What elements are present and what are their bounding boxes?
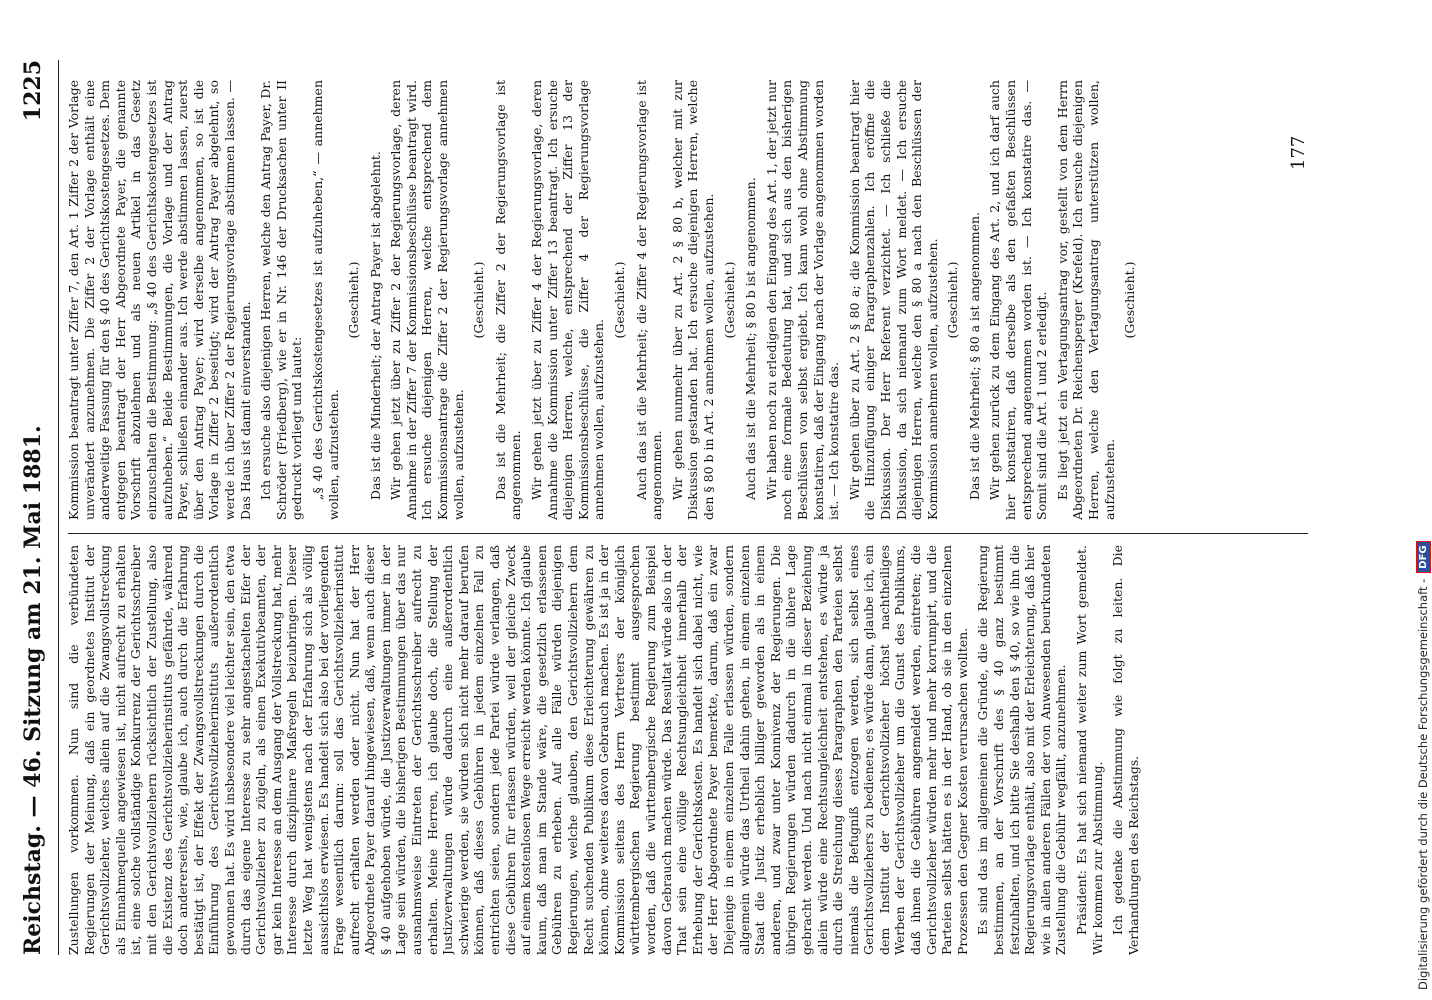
paragraph: „§ 40 des Gerichtskostengesetzes ist aufzuheben,“ — annehmen wollen, aufzustehen. (309, 80, 341, 520)
paragraph: Es liegt jetzt ein Vertagungsantrag vor, gestellt von dem Herrn Abgeordneten Dr. Reichensperger (Krefeld). Ich ersuche diejenigen Herren, welche den Vertagungsantrag unterstützen wollen, aufzustehen. (1054, 80, 1117, 520)
column-divider (68, 533, 1308, 534)
right-column (66, 80, 1286, 520)
paragraph: Wir gehen jetzt über zu Ziffer 2 der Regierungsvorlage, deren Annahme in der Ziffer 7 der Kommissionsbeschlüsse beantragt wird. Ich ersuche diejenigen Herren, welche entsprechend dem Kommissionsantrage die Ziffer 2 der Regierungsvorlage annehmen wollen, aufzustehen. (388, 80, 466, 520)
paragraph: Wir gehen nunmehr über zu Art. 2 § 80 b, welcher mit zur Diskussion gestanden hat. Ich ersuche diejenigen Herren, welche den § 80 b in Art. 2 annehmen wollen, aufzustehen. (669, 80, 716, 520)
signature-number: 177 (1288, 135, 1309, 170)
page-folio: 1225 (20, 60, 46, 122)
paragraph: Das ist die Mehrheit; § 80 a ist angenommen. (966, 211, 982, 500)
stage-direction: (Geschieht.) (945, 261, 961, 339)
paragraph: Ich gedenke die Abstimmung wie folgt zu leiten. Die Verhandlungen des Reichstags. (1110, 545, 1141, 955)
page-header (14, 60, 50, 955)
paragraph: Präsident: Es hat sich niemand weiter zum Wort gemeldet. Wir kommen zur Abstimmung. (1074, 545, 1105, 955)
paragraph: Wir haben noch zu erledigen den Eingang des Art. 1, der jetzt nur noch eine formale Bedeutung hat, und sich aus den bisherigen Beschlüssen von selbst ergiebt. Ich kann wohl ohne Abstimmung konstatiren, daß der Eingang nach der Vorlage angenommen worden ist. — Ich konstatire das. (763, 80, 842, 520)
paragraph: Auch das ist die Mehrheit; § 80 b ist angenommen. (743, 177, 759, 500)
paragraph: Wir gehen jetzt über zu Ziffer 4 der Regierungsvorlage, deren Annahme die Kommission unter Ziffer 13 beantragt. Ich ersuche diejenigen Herren, welche, entsprechend der Ziffer 13 der Kommissionsbeschlüsse, die Ziffer 4 der Regierungsvorlage annehmen wollen, aufzustehen. (529, 80, 607, 520)
stage-direction: (Geschieht.) (721, 261, 737, 339)
paragraph: Zustellungen vorkommen. Nun sind die verbündeten Regierungen der Meinung, daß ein geordnetes Institut der Gerichtsvollzieher, welches allein auf die Zwangsvollstreckung als Einnahmequelle angewiesen ist, nicht aufrecht zu erhalten ist, eine solche vollständige Konkurrenz der Gerichtsschreiber mit den Gerichtsvollziehern rücksichtlich der Zustellung, also die Existenz des Gerichtsvollzieherinstituts gefährde, während doch andererseits, wie, glaube ich, auch durch die Erfahrung bestätigt ist, der Effekt der Zwangsvollstreckungen durch die Einführung des Gerichtsvollzieherinstituts außerordentlich gewonnen hat. Es wird insbesondere viel leichter sein, den etwa durch das eigene Interesse zu sehr angestachelten Eifer der Gerichtsvollzieher zu zügeln, als einen Exekutivbeamten, der gar kein Interesse an dem Ausgang der Vollstreckung hat, mehr Interesse durch disziplinare Maßregeln beizubringen. Dieser letzte Weg hat wenigstens nach der Erfahrung sich als völlig aussichtslos erwiesen. Es handelt sich also bei der vorliegenden Frage wesentlich darum: soll das Gerichtsvollzieherinstitut aufrecht erhalten werden oder nicht. Nun hat der Herr Abgeordnete Payer darauf hingewiesen, daß, wenn auch dieser § 40 aufgehoben würde, die Justizverwaltungen immer in der Lage sein würden, die bisherigen Bestimmungen über das nur ausnahmsweise Eintreten der Gerichtsschreiber aufrecht zu erhalten. Meine Herren, ich glaube doch, die Stellung der Justizverwaltungen würde dadurch eine außerordentlich schwierige werden, sie würden sich nicht mehr darauf berufen können, daß dieses Gebühren in jedem einzelnen Fall zu entrichten seien, sondern jede Partei würde verlangen, daß diese Gebühren für erlassen würden, weil der gleiche Zweck auf einem kostenlosen Wege erreicht werden könnte. Ich glaube kaum, daß man im Stande wäre, die gesetzlich erlassenen Gebühren zu erheben. Auf alle Fälle würden diejenigen Regierungen, welche glauben, den Gerichtsvollziehern dem Recht suchenden Publikum diese Erleichterung gewähren zu können, ohne weiteres davon Gebrauch machen. Es ist ja in der Kommission seitens des Herrn Vertreters der königlich württembergischen Regierung bestimmt ausgesprochen worden, daß die württembergische Regierung zum Beispiel davon Gebrauch machen würde. Das Resultat würde also in der That sein eine völlige Rechtsungleichheit innerhalb der Erhebung der Gerichtskosten. Es handelt sich dabei nicht, wie der Herr Abgeordnete Payer bemerkte, darum, daß ein zwar Diejenige in einem einzelnen Falle erlassen würden, sondern allgemein würde das Urtheil dahin gehen, in einem einzelnen Staat die Justiz erheblich billiger geworden als in einem anderen, und zwar unter Konnivenz der Regierungen. Die übrigen Regierungen würden dadurch in die üblere Lage gebracht werden. Und nach nicht einmal in dieser Beziehung allein würde eine Rechtsungleichheit entstehen, es würde ja durch die Streichung dieses Paragraphen den Parteien selbst niemals die Befugniß entzogen werden, sich selbst eines Gerichtsvollziehers zu bedienen; es würde dann, glaube ich, ein dem Institut der Gerichtsvollzieher höchst nachtheiliges Werben der Gerichtsvollzieher um die Gunst des Publikums, daß ihnen die Gebühren angemeldet werden, eintreten; die Gerichtsvollzieher würden mehr und mehr korrumpirt, und die Parteien selbst hätten es in der Hand, ob sie in den einzelnen Prozessen den Gegner Kosten verursachen wollten. (66, 545, 970, 955)
paragraph: Es sind das im allgemeinen die Gründe, die die Regierung bestimmen, an der Vorschrift des § 40 ganz bestimmt festzuhalten, und ich bitte Sie deshalb den § 40, so wie ihn die Regierungsvorlage enthält, also mit der Erleichterung, daß hier wie in allen anderen Fällen der von Anwesenden beurkundeten Zustellung die Gebühr wegfällt, anzunehmen. (975, 545, 1069, 955)
running-head: Reichstag. — 46. Sitzung am 21. Mai 1881. (20, 425, 46, 955)
paragraph: Wir gehen zurück zu dem Eingang des Art. 2, und ich darf auch hier konstatiren, daß derselbe als den gefaßten Beschlüssen entsprechend angenommen worden ist. — Ich konstatire das. — Somit sind die Art. 1 und 2 erledigt. (987, 80, 1050, 520)
digitization-credit (1415, 0, 1431, 990)
paragraph: Das ist die Minderheit; der Antrag Payer ist abgelehnt. (367, 151, 383, 500)
left-column (66, 545, 1286, 955)
paragraph: Wir gehen über zu Art. 2 § 80 a; die Kommission beantragt hier die Hinzufügung einiger Paragraphenzahlen. Ich eröffne die Diskussion. Der Herr Referent verzichtet. — Ich schließe die Diskussion, da sich niemand zum Wort meldet. — Ich ersuche diejenigen Herren, welche den § 80 a nach den Beschlüssen der Kommission annehmen wollen, aufzustehen. (846, 80, 940, 520)
paragraph: Auch das ist die Mehrheit; die Ziffer 4 der Regierungsvorlage ist angenommen. (633, 80, 665, 520)
stage-direction: (Geschieht.) (612, 261, 627, 339)
dfg-logo: DFG (1416, 541, 1431, 572)
paragraph: Kommission beantragt unter Ziffer 7, den Art. 1 Ziffer 2 der Vorlage unverändert anzunehmen. Die Ziffer 2 der Vorlage enthält eine anderweitige Fassung für den § 40 des Gerichtskostengesetzes. Dem entgegen beantragt der Herr Abgeordnete Payer, die genannte Vorschrift abzulehnen und als neuen Artikel in das Gesetz einzuschalten die Bestimmung: „§ 40 des Gerichtskostengesetzes ist aufzuheben.“ Beide Bestimmungen, die Vorlage und der Antrag Payer, schließen einander aus. Ich werde abstimmen lassen, zuerst über den Antrag Payer; wird derselbe angenommen, so ist die Vorlage in Ziffer 2 beseitigt; wird der Antrag Payer abgelehnt, so werde ich über Ziffer 2 der Regierungsvorlage abstimmen lassen. — Das Haus ist damit einverstanden. (66, 80, 253, 520)
credit-text: Digitalisierung gefördert durch die Deutsche Forschungsgemeinschaft - (1416, 578, 1430, 990)
stage-direction: (Geschieht.) (1122, 261, 1138, 339)
stage-direction: (Geschieht.) (471, 261, 487, 339)
stage-direction: (Geschieht.) (346, 261, 362, 339)
paragraph: Das ist die Mehrheit; die Ziffer 2 der Regierungsvorlage ist angenommen. (492, 80, 524, 520)
paragraph: Ich ersuche also diejenigen Herren, welche den Antrag Payer, Dr. Schröder (Friedberg), wie er in Nr. 146 der Drucksachen unter II gedruckt vorliegt und lautet: (258, 80, 305, 520)
header-rule (58, 60, 59, 955)
